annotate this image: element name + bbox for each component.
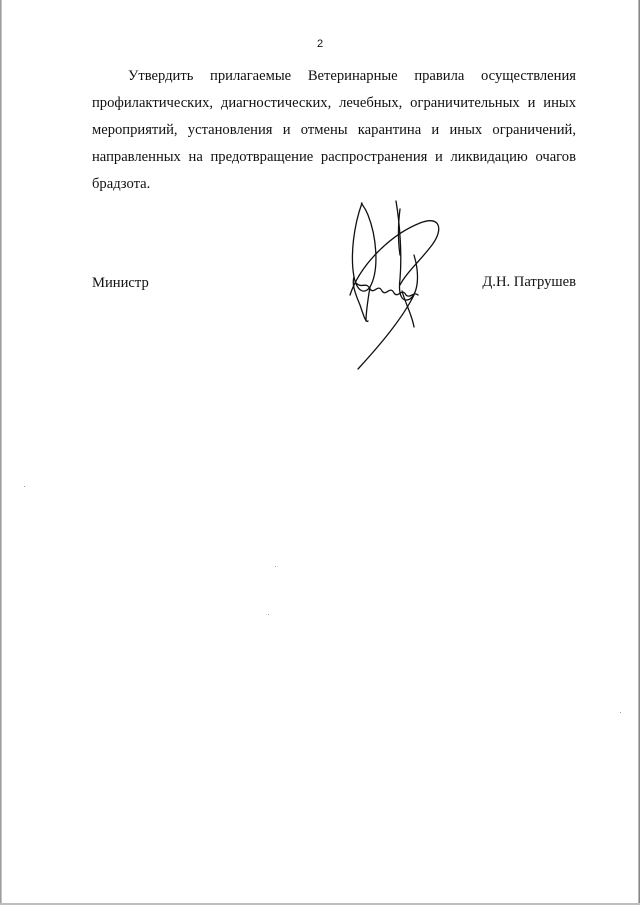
paragraph-line: мероприятий, установления и отмены карантина и иных ограничений, bbox=[92, 122, 576, 138]
position-title: Министр bbox=[92, 275, 149, 291]
handwritten-signature bbox=[340, 195, 450, 375]
paragraph-line: брадзота. bbox=[92, 176, 151, 192]
scan-speck bbox=[24, 486, 25, 487]
page-number: 2 bbox=[316, 38, 324, 50]
paragraph-line: Утвердить прилагаемые Ветеринарные правила осуществления bbox=[128, 68, 576, 84]
scan-speck bbox=[620, 712, 621, 713]
paragraph-line: профилактических, диагностических, лечебных, ограничительных и иных bbox=[92, 95, 576, 111]
paragraph-line: направленных на предотвращение распространения и ликвидацию очагов bbox=[92, 149, 576, 165]
signatory-name: Д.Н. Патрушев bbox=[482, 274, 576, 290]
scan-speck bbox=[268, 614, 269, 615]
scan-edge-left bbox=[0, 0, 2, 905]
approval-paragraph bbox=[92, 63, 576, 198]
scan-speck bbox=[275, 566, 276, 567]
